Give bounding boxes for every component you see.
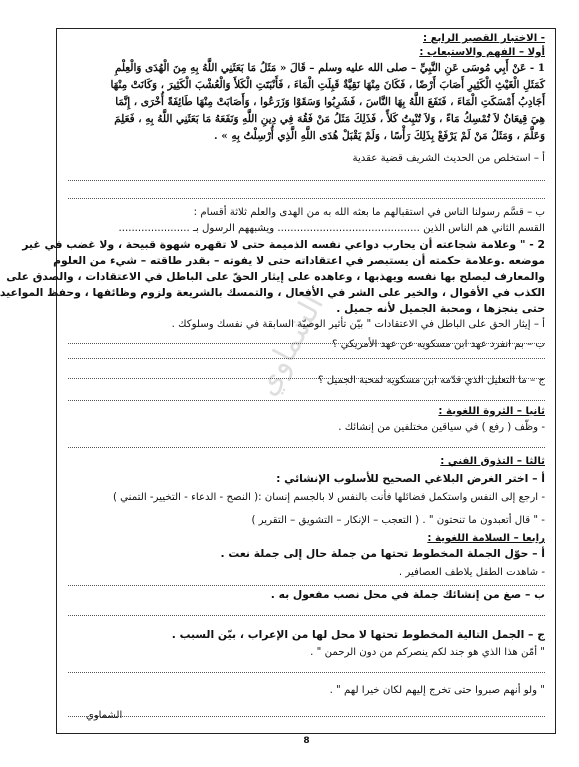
passage-line-4: الكذب في الأقوال ، والخير على الشر في الأفعال ، والتمسك بالشريعة ولزوم وظائفها ، وحفظ المواعيد (0, 286, 545, 299)
section-vocabulary-title: ثانيا – الثروة اللغوية : (438, 406, 545, 417)
answer-line[interactable] (68, 672, 545, 673)
answer-line[interactable] (68, 198, 545, 199)
section-grammar-title: رابعا – السلامة اللغوية : (427, 533, 545, 544)
taste-a-question: أ – اختر الغرض البلاغي الصحيح للأسلوب الإنشائي : (276, 472, 545, 485)
q1-b-question: ب – قسَّم رسولنا الناس في استقبالهم ما بعثه الله به من الهدى والعلم ثلاثة أقسام : (193, 207, 545, 218)
vocabulary-question: - وظّف ( رفع ) في سياقين مختلفين من إنشائك . (338, 422, 545, 433)
q1-b-fill: القسم الثاني هم الناس الذين ............................................ ويشبههم الرسول بـ ...................... (118, 223, 545, 234)
section-taste-title: ثالثا – التذوق الفني : (440, 456, 545, 467)
grammar-c-sentence-1: " أمّن هذا الذي هو جند لكم ينصركم من دون الرحمن " . (310, 647, 545, 658)
hadith-line-5: وَعَلَّمَ ، وَمَثَلُ مَنْ لَمْ يَرْفَعْ بِذَلِكَ رَأْسًا ، وَلَمْ يَقْبَلْ هُدَى اللَّهِ الَّذِي أُرْسِلْتُ بِهِ » . (214, 130, 545, 142)
hadith-line-4: هِيَ قِيعَانٌ لاَ تُمْسِكُ مَاءً ، وَلاَ تُنْبِتُ كَلأً ، فَذَلِكَ مَثَلُ مَنْ فَقُهَ فِي دِينِ اللَّهِ وَنَفَعَهُ مَا بَعَثَنِي اللَّهُ بِهِ ، فَعَلِمَ (114, 113, 545, 125)
taste-line-2: - " قال أتعبدون ما تنحتون " . ( التعجب – الإنكار – التشويق – التقرير ) (251, 515, 545, 526)
answer-line[interactable] (68, 585, 545, 586)
grammar-b-question: ب – صغ من إنشائك جملة في محل نصب مفعول به . (270, 588, 545, 601)
quiz-title: - الاختبار القصير الرابع : (422, 33, 545, 44)
grammar-a-sentence: - شاهدت الطفل يلاطف العصافير . (398, 567, 545, 578)
answer-line[interactable] (68, 400, 545, 401)
answer-line[interactable] (68, 716, 545, 717)
hadith-line-1: 1 - عَنْ أَبِي مُوسَى عَنِ النَّبِيِّ – صلى الله عليه وسلم – قَالَ « مَثَلُ مَا بَعَثَنِي اللَّهُ بِهِ مِنَ الْهُدَى وَالْعِلْمِ (114, 62, 545, 74)
page-number: 8 (303, 736, 310, 746)
author-signature: الشماوي (86, 710, 123, 721)
hadith-line-3: أَجَادِبُ أَمْسَكَتِ الْمَاءَ ، فَنَفَعَ اللَّهُ بِهَا النَّاسَ ، فَشَرِبُوا وَسَقَوْا وَزَرَعُوا ، وَأَصَابَتْ مِنْهَا طَائِفَةً أُخْرَى ، إِنَّمَا (115, 96, 545, 108)
q2-a-question: أ – إيثار الحق على الباطل في الاعتقادات " بيّن تأثير الوصيّة السابقة في نفسك وسلوكك . (171, 319, 545, 330)
watermark: الشماوي (249, 289, 331, 402)
answer-line[interactable] (68, 447, 545, 448)
answer-line[interactable] (68, 358, 545, 359)
hadith-line-2: كَمَثَلِ الْغَيْثِ الْكَثِيرِ أَصَابَ أَرْضًا ، فَكَانَ مِنْهَا نَقِيَّةٌ قَبِلَتِ الْمَاءَ ، فَأَنْبَتَتِ الْكَلأَ وَالْعُشْبَ الْكَثِيرَ ، وَكَانَتْ مِنْهَا (110, 79, 545, 91)
answer-line[interactable] (68, 615, 545, 616)
taste-line-1: - ارجع إلى النفس واستكمل فضائلها فأنت بالنفس لا بالجسم إنسان :( النصح - الدعاء - التخيير- التمني ) (112, 492, 545, 503)
passage-line-3: والمعارف ليصلح بها نفسه ويهذبها ، وعاهده على إيثار الحقّ على الباطل في الاعتقادات ، والصدق على (6, 270, 545, 283)
grammar-c-question: ج – الجمل التالية المخطوط تحتها لا محل لها من الإعراب ، بيّن السبب . (171, 628, 545, 641)
passage-line-2: موضعه .وعلامة حكمته أن يستبصر في اعتقاداته حتى لا يفوته – بقدر طاقته – شيء من العلوم (53, 254, 545, 267)
answer-line[interactable] (68, 180, 545, 181)
q2-b-question: ب – بم انفرد عهد ابن مسكويه عن عهد الأمريكي ؟ (332, 339, 545, 350)
q2-c-question: ج – ما التعليل الذي قدّمه ابن مسكويه لمحبة الجميل ؟ (318, 375, 545, 386)
q1-a-question: أ – استخلص من الحديث الشريف قضية عقدية (352, 153, 545, 164)
section-comprehension-title: أولا – الفهم والاستيعاب : (419, 47, 545, 58)
passage-line-1: 2 - " وعلامة شجاعته أن يحارب دواعي نفسه الذميمة حتى لا تقهره شهوة قبيحة ، ولا غضب في غير (22, 238, 545, 251)
passage-line-5: حتى ينجزها ، ومحبة الجميل لأنه جميل . (336, 302, 545, 315)
grammar-c-sentence-2: " ولو أنهم صبروا حتى تخرج إليهم لكان خيرا لهم " . (329, 685, 545, 696)
grammar-a-question: أ – حوّل الجملة المخطوط تحتها من جملة حال إلى جملة نعت . (220, 547, 545, 560)
